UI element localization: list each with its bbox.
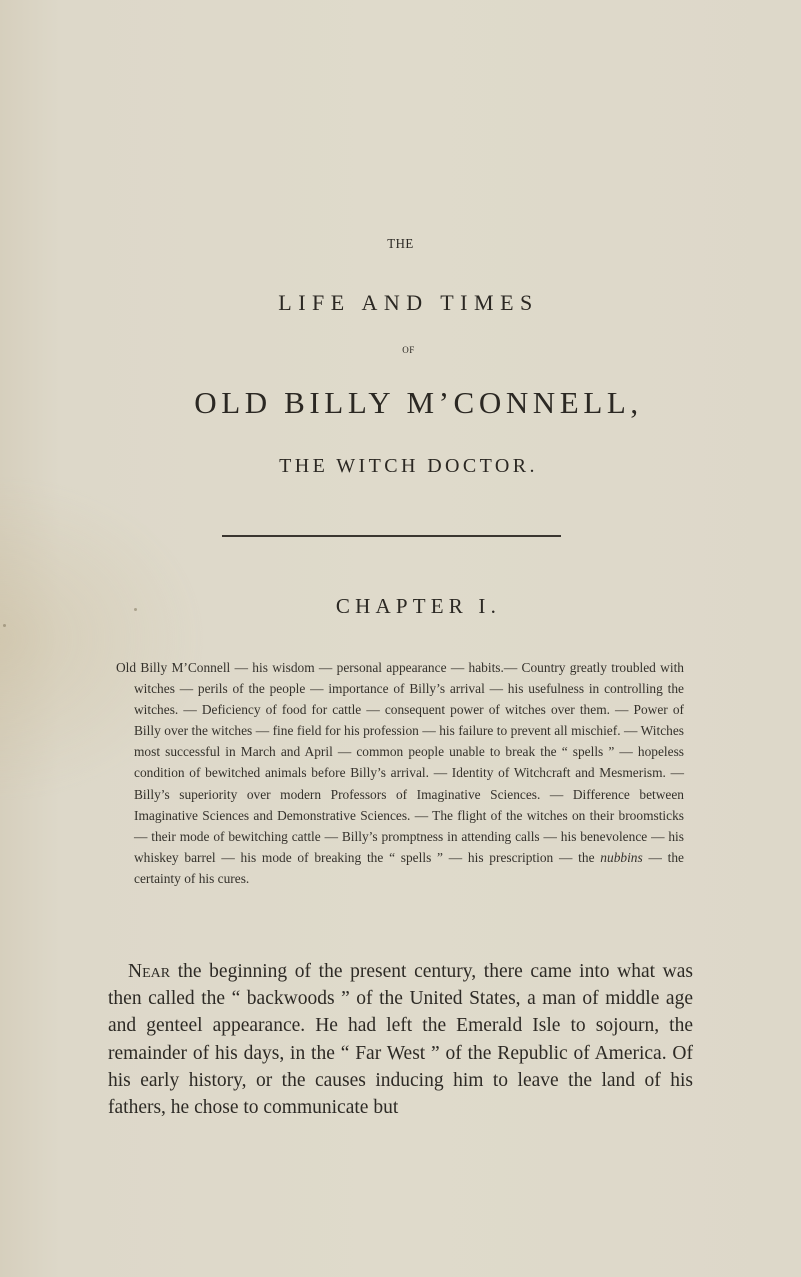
title-name: OLD BILLY M’CONNELL, xyxy=(194,385,643,420)
title-of: OF xyxy=(402,345,415,355)
summary-text-end: — the certainty of his cures. xyxy=(134,849,684,886)
title-subtitle: THE WITCH DOCTOR. xyxy=(279,455,538,477)
summary-text: Old Billy M’Connell — his wisdom — personal appearance — habits.— Country greatly troubled with witches — perils of the people — importance of Billy’s arrival — his usefulness in controlling the witches. — Deficiency of food for cattle — consequent power of witches over them. — Power of Billy over the witches — fine field for his profession — his failure to prevent all mischief. — Witches most successful in March and April — common people unable to break the “ spells ” — hopeless condition of bewitched animals before Billy’s arrival. — Identity of Witchcraft and Mesmerism. — Billy’s superiority over modern Professors of Imaginative Sciences. — Difference between Imaginative Sciences and Demonstrative Sciences. — The flight of the witches on their broomsticks — their mode of bewitching cattle — Billy’s promptness in attending calls — his benevolence — his whiskey barrel — his mode of breaking the “ spells ” — his prescription — the xyxy=(116,660,684,865)
summary-italic-term: nubbins xyxy=(600,849,643,865)
paper-fleck xyxy=(134,608,137,611)
paragraph-text: the beginning of the present century, there came into what was then called the “ backwoods ” of the United States, a man of middle age and genteel appearance. He had left the Emerald Isle to sojourn, the remainder of his days, in the “ Far West ” of the Republic of America. Of his early history, or the causes inducing him to leave the land of his fathers, he chose to communicate but xyxy=(108,961,693,1119)
chapter-summary xyxy=(116,657,684,889)
chapter-heading: CHAPTER I. xyxy=(335,594,502,618)
title-the: THE xyxy=(387,237,414,252)
lead-small-caps: Near xyxy=(128,961,171,982)
divider-rule xyxy=(222,535,561,537)
body-paragraph xyxy=(108,958,693,1121)
title-life-and-times: LIFE AND TIMES xyxy=(278,290,539,315)
paper-fleck xyxy=(3,624,6,627)
